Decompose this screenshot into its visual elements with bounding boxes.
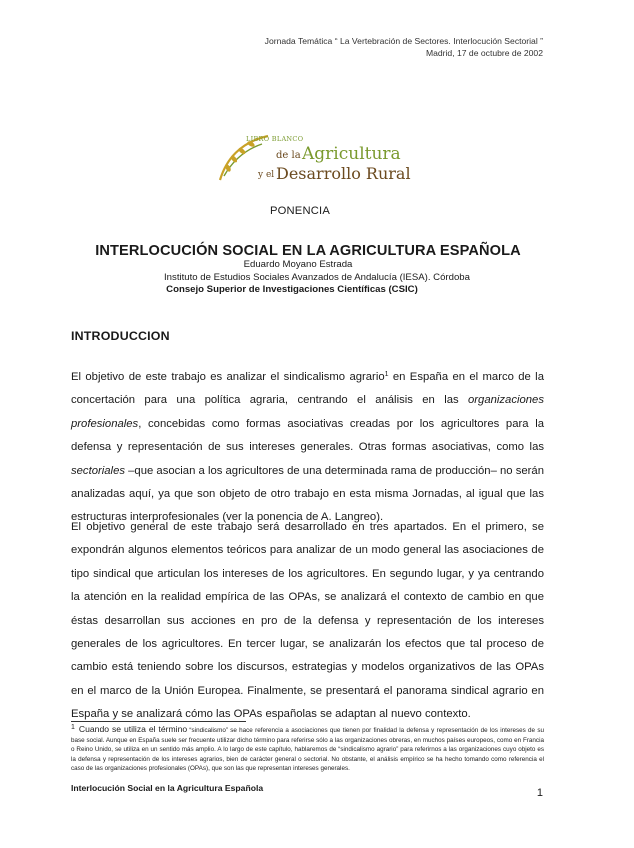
running-head <box>265 36 543 59</box>
document-author: Eduardo Moyano Estrada <box>243 259 353 270</box>
logo-y-el: y el <box>258 170 275 180</box>
footnote-lead: Cuando se utiliza el término <box>78 724 188 734</box>
footnote-1 <box>71 725 544 774</box>
logo-desarrollo-rural: Desarrollo Rural <box>276 164 411 183</box>
page-number: 1 <box>536 787 543 799</box>
paragraph-intro-1 <box>71 366 544 530</box>
footnote-mark: 1 <box>71 724 75 731</box>
footnote-reference[interactable]: 1 <box>384 371 389 378</box>
footnote-divider <box>71 721 246 722</box>
author-organization: Consejo Superior de Investigaciones Científicas (CSIC) <box>166 284 418 295</box>
logo-agricultura: Agricultura <box>302 144 401 164</box>
italic-term: sectoriales <box>71 464 125 477</box>
running-head-date: Madrid, 17 de octubre de 2002 <box>425 47 543 58</box>
paragraph-text: , concebidas como formas asociativas creadas por los agricultores para la defensa y representación de sus intereses generales. Otras formas asociativas, como las <box>71 417 544 454</box>
section-heading: INTRODUCCION <box>71 329 170 343</box>
footer-title: Interlocución Social en la Agricultura Española <box>71 783 264 793</box>
paragraph-text: –que asocian a los agricultores de una determinada rama de producción– no serán analizadas aquí, ya que son objeto de otro trabajo en esta misma Jornadas, al igual que las estructuras interprofesionales (ver la ponencia de A. Langreo). <box>71 464 544 524</box>
paragraph-intro-2: El objetivo general de este trabajo será desarrollado en tres apartados. En el primero, se expondrán algunos elementos teóricos para analizar de un modo general las asociaciones de tipo sindical que articulan los intereses de los agricultores. En segundo lugar, y ya centrando la atención en la realidad empírica de las OPAs, se analizará el contexto de cambio en que éstas desarrollan sus acciones en pro de la defensa y representación de los intereses generales de los agricultores. En tercer lugar, se analizarán los efectos que tal proceso de cambio está teniendo sobre los discursos, estrategias y modelos organizativos de las OPAs en el marco de la Unión Europea. Finalmente, se presentará el panorama sindical agrario en España y se analizará cómo las OPAs españolas se adaptan al nuevo contexto. <box>71 521 544 721</box>
paragraph-text: en España en el marco de la concertación para una política agraria, centrando el análisis en las <box>71 371 544 407</box>
paragraph-text: El objetivo de este trabajo es analizar el sindicalismo agrario <box>71 371 385 383</box>
document-kind: PONENCIA <box>269 205 331 217</box>
running-head-event: Jornada Temática “ La Vertebración de Sectores. Interlocución Sectorial ” <box>264 36 543 46</box>
document-title: INTERLOCUCIÓN SOCIAL EN LA AGRICULTURA ESPAÑOLA <box>95 243 521 259</box>
logo-de-la: de la <box>276 150 301 161</box>
italic-term: organizaciones profesionales <box>71 394 544 430</box>
logo-top-text: LIBRO BLANCO <box>246 135 304 143</box>
libro-blanco-logo <box>216 132 411 184</box>
author-institution: Instituto de Estudios Sociales Avanzados de Andalucía (IESA). Córdoba <box>164 272 470 283</box>
footnote-text: “sindicalismo” se hace referencia a asociaciones que tienen por finalidad la defensa y representación de los intereses de su base social. Aunque en España suele ser frecuente utilizar dicho término para referirse sólo a las organizaciones obreras, en muchos países europeos, como en Francia o Reino Unido, se utiliza en un sentido más amplio. A lo largo de este capítulo, hablaremos de “sindicalismo agrario” para referirnos a las organizaciones cuyo objeto es la defensa y representación de los intereses agrarios, bien de carácter general o sectorial. No obstante, el análisis empírico se ha hecho tomando como referencia el caso de las organizaciones profesionales (OPAs), que son las que representan intereses generales. <box>71 727 544 773</box>
